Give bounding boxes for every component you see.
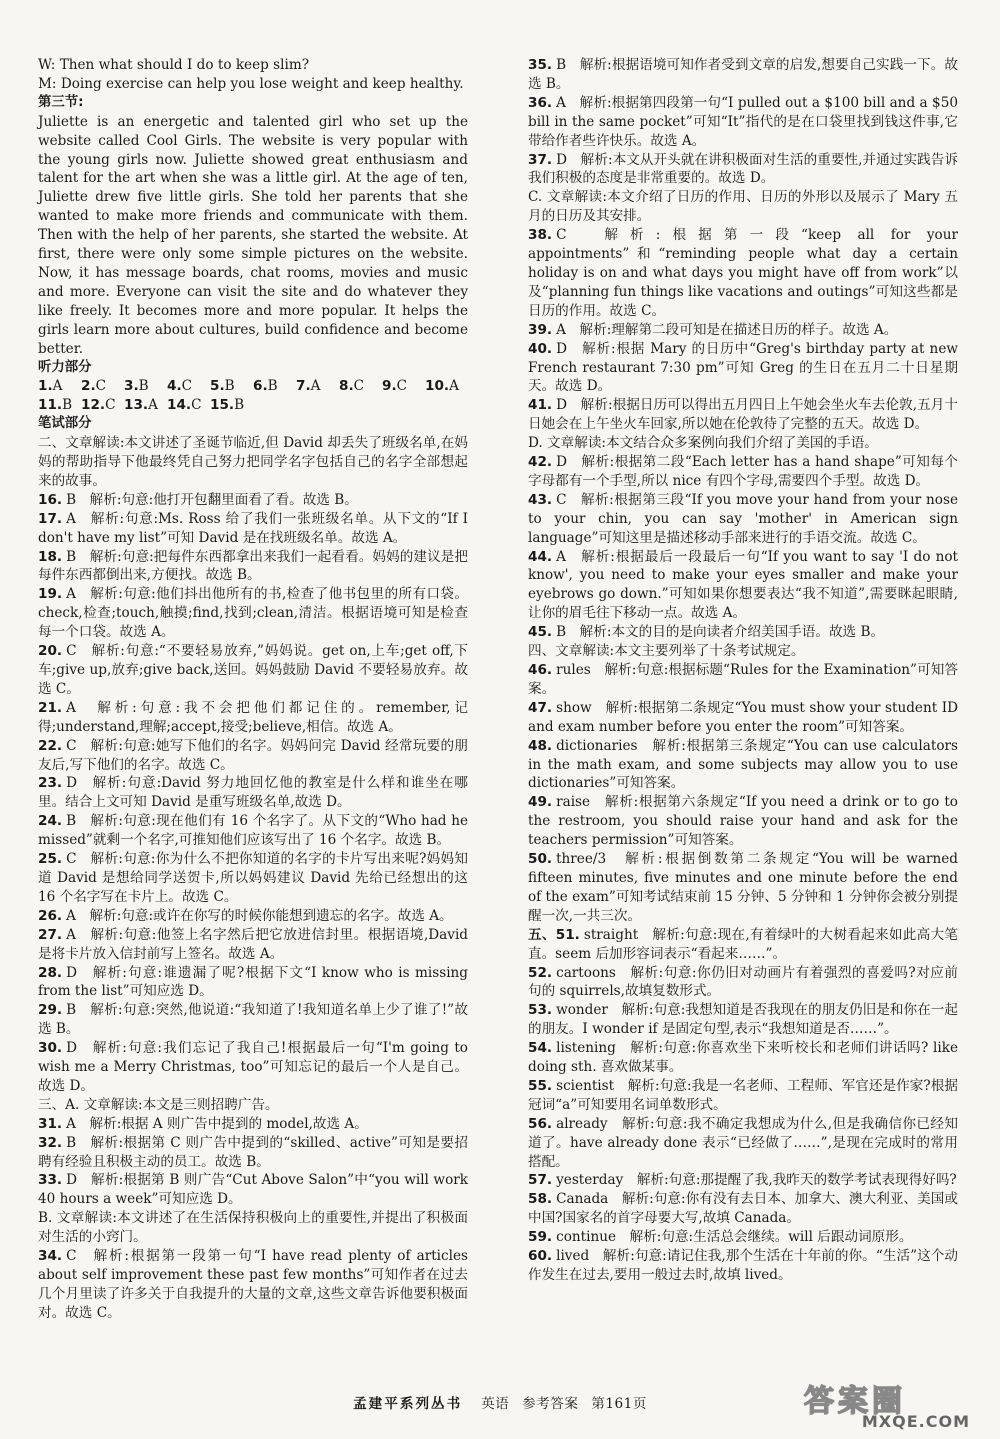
item-text: A 解析:句意:我不会把他们都记住的。remember,记得;understand,理解;accept,接受;believe,相信。故选 A。	[38, 699, 468, 735]
item-text: B 解析:句意:突然,他说道:“我知道了!我知道名单上少了谁了!”故选 B。	[38, 1002, 468, 1038]
answer-item	[528, 396, 958, 434]
item-number: 54.	[528, 1040, 553, 1057]
answer-cell	[210, 377, 253, 396]
item-number: 33.	[38, 1172, 63, 1189]
item-text: B 解析:本文的目的是向读者介绍美国手语。故选 B。	[556, 624, 885, 641]
item-text: A 解析:理解第二段可知是在描述日历的样子。故选 A。	[556, 321, 898, 338]
item-number: 31.	[38, 1115, 63, 1132]
item-number: 50.	[528, 851, 553, 868]
answer-number: 7.	[296, 378, 311, 395]
item-text: C 解析:根据第一段第一句“I have read plenty of articles about self improvement these past few months”可知作者在过去几个月里读了许多关于自我提升的大量的文章,这些文章告诉他要积极面对。故选 C。	[38, 1248, 468, 1321]
answer-choice: B	[62, 397, 73, 414]
item-text: cartoons 解析:句意:你仍旧对动画片有着强烈的喜爱吗?对应前句的 squirrels,故填复数形式。	[528, 964, 958, 1000]
item-text: wonder 解析:句意:我想知道是否我现在的朋友仍旧是和你在一起的朋友。I wonder if 是固定句型,表示“我想知道是否……”。	[528, 1002, 958, 1038]
answer-number: 6.	[253, 378, 268, 395]
item-number: 41.	[528, 397, 553, 414]
answer-item	[38, 774, 468, 812]
item-text: B 解析:句意:把每件东西都拿出来我们一起看看。妈妈的建议是把每件东西都倒出来,方便找。故选 B。	[38, 548, 468, 584]
item-number: 53.	[528, 1002, 553, 1019]
answer-number: 13.	[124, 397, 149, 414]
item-text: C 解析:句意:她写下他们的名字。妈妈问完 David 经常玩要的朋友后,写下他们的名字。故选 C。	[38, 737, 468, 773]
item-text: already 解析:句意:我不确定我想成为什么,但是我确信你已经知道了。have already done 表示“已经做了……”,是现在完成时的常用搭配。	[528, 1115, 958, 1170]
item-text: dictionaries 解析:根据第三条规定“You can use calculators in the math exam, and some subjects may allow you to use dictionaries”可知答案。	[528, 737, 958, 792]
item-number: 28.	[38, 964, 63, 981]
item-text: show 解析:根据第二条规定“You must show your student ID and exam number before you enter the room”可知答案。	[528, 699, 958, 735]
item-number: 32.	[38, 1134, 63, 1151]
answer-item	[38, 964, 468, 1002]
item-text: B 解析:句意:现在他们有 16 个名字了。从下文的“Who had he missed”就剩一个名字,可推知他们应该写出了 16 个名字。故选 B。	[38, 813, 468, 849]
answer-choice: C	[353, 378, 365, 395]
item-number: 30.	[38, 1040, 63, 1057]
item-number: 五、51.	[528, 926, 580, 943]
answer-item	[38, 699, 468, 737]
item-number: 35.	[528, 57, 553, 73]
item-number: 44.	[528, 548, 553, 565]
answer-cell	[253, 377, 296, 396]
answer-cell	[124, 377, 167, 396]
item-text: C 解析:句意:你为什么不把你知道的名字的卡片写出来呢?妈妈知道 David 是想给同学送贺卡,所以妈妈建议 David 先给已经想出的这 16 个名字写在卡片上。故选 C。	[38, 851, 468, 905]
item-number: 37.	[528, 151, 553, 168]
answer-item	[528, 964, 958, 1002]
item-text: D 解析:根据 Mary 的日历中“Greg's birthday party at new French restaurant 7:30 pm”可知 Greg 的生日在五月二十日星期天。故选 D。	[528, 340, 958, 395]
page-number: 第161页	[591, 1396, 647, 1412]
answer-item	[528, 793, 958, 850]
item-text: C 解析:句意:“不要轻易放弃,”妈妈说。get on,上车;get off,下车;give up,放弃;give back,送回。妈妈鼓励 David 不要轻易放弃。故选 C。	[38, 643, 468, 697]
answer-item	[528, 56, 958, 94]
answer-item	[38, 850, 468, 907]
item-text: listening 解析:句意:你喜欢坐下来听校长和老师们讲话吗? like doing sth. 喜欢做某事。	[528, 1040, 958, 1076]
answer-item	[38, 1115, 468, 1134]
item-number: 29.	[38, 1002, 63, 1019]
subject-label: 英语	[481, 1396, 510, 1412]
answer-cell	[38, 396, 81, 415]
answer-item	[38, 1171, 468, 1209]
paragraph: 三、A. 文章解读:本文是三则招聘广告。	[38, 1096, 279, 1113]
answer-page	[38, 56, 962, 1376]
item-text: B 解析:根据语境可知作者受到文章的启发,想要自己实践一下。故选 B。	[528, 57, 958, 92]
answer-item	[528, 1228, 958, 1247]
answer-cell	[339, 377, 382, 396]
left-column	[38, 56, 468, 1323]
item-number: 38.	[528, 227, 553, 244]
answer-item	[528, 1039, 958, 1077]
answer-cell	[38, 377, 81, 396]
answer-cell	[425, 377, 468, 396]
answer-number: 2.	[81, 378, 96, 395]
section-heading: 第三节:	[38, 94, 84, 110]
paragraph: B. 文章解读:本文讲述了在生活保持积极向上的重要性,并提出了积极面对生活的小窍门。	[38, 1210, 468, 1246]
answer-cell	[382, 377, 425, 396]
answer-cell	[296, 377, 339, 396]
paragraph: 二、文章解读:本文讲述了圣诞节临近,但 David 却丢失了班级名单,在妈妈的帮助指导下他最终凭自己努力把同学名字包括自己的名字全部想起来的故事。	[38, 435, 468, 489]
item-number: 24.	[38, 813, 63, 830]
answer-number: 10.	[425, 378, 450, 395]
answer-item	[528, 1171, 958, 1190]
answer-item	[528, 1115, 958, 1172]
answer-item	[528, 737, 958, 794]
watermark-logo	[740, 1372, 970, 1432]
answer-item	[38, 642, 468, 699]
answer-item	[528, 548, 958, 624]
item-text: D 解析:句意:David 努力地回忆他的教室是什么样和谁坐在哪里。结合上文可知 David 是重写班级名单,故选 D。	[38, 775, 468, 811]
item-number: 59.	[528, 1229, 553, 1246]
answer-cell	[210, 396, 253, 415]
answer-choice: C	[95, 378, 107, 395]
item-number: 27.	[38, 926, 63, 943]
item-number: 25.	[38, 851, 63, 868]
answer-item	[528, 94, 958, 151]
answer-item	[528, 1001, 958, 1039]
answer-number: 1.	[38, 378, 53, 395]
item-number: 22.	[38, 737, 63, 754]
item-text: B 解析:句意:他打开包翻里面看了看。故选 B。	[66, 491, 358, 508]
answer-item	[528, 1077, 958, 1115]
answer-item	[38, 737, 468, 775]
item-text: D 解析:句意:谁遗漏了呢?根据下文“I know who is missing from the list”可知应选 D。	[38, 964, 468, 1000]
answer-number: 9.	[382, 378, 397, 395]
item-text: raise 解析:根据第六条规定“If you need a drink or to go to the restroom, you should raise your hand and ask for the teachers permission”可知答案。	[528, 794, 958, 849]
answer-number: 15.	[210, 397, 235, 414]
answer-item	[528, 699, 958, 737]
item-text: A 解析:根据第四段第一句“I pulled out a $100 bill and a $50 bill in the same pocket”可知“It”指代的是在口袋里找到钱这件事,它带给作者些许快乐。故选 A。	[528, 94, 958, 149]
answer-item	[528, 226, 958, 321]
answer-number: 8.	[339, 378, 354, 395]
item-number: 16.	[38, 491, 63, 508]
answer-number: 14.	[167, 397, 192, 414]
answer-item	[528, 151, 958, 189]
item-text: A 解析:句意:他签上名字然后把它放进信封里。根据语境,David 是将卡片放入信封前写上签名。故选 A。	[38, 926, 468, 962]
item-text: A 解析:句意:或许在你写的时候你能想到遗忘的名字。故选 A。	[66, 907, 453, 924]
answer-choice: A	[148, 397, 158, 414]
item-number: 60.	[528, 1248, 553, 1265]
answer-item	[528, 926, 958, 964]
answer-item	[38, 1039, 468, 1096]
paragraph: 四、文章解读:本文主要列举了十条考试规定。	[528, 643, 805, 660]
answer-choice: A	[310, 378, 321, 395]
item-text: rules 解析:句意:根据标题“Rules for the Examination”可知答案。	[528, 662, 958, 697]
answer-item	[38, 907, 468, 926]
item-text: D 解析:根据第二段“Each letter has a hand shape”可知每个字母都有一个手型,所以 nice 有四个字母,需要四个手型。故选 D。	[528, 454, 958, 489]
paragraph: W: Then what should I do to keep slim?	[38, 57, 310, 73]
answer-number: 5.	[210, 378, 225, 395]
item-number: 57.	[528, 1172, 553, 1189]
answer-item	[38, 491, 468, 510]
item-number: 42.	[528, 454, 553, 471]
item-text: continue 解析:句意:生活总会继续。will 后跟动词原形。	[556, 1229, 913, 1246]
item-text: straight 解析:句意:现在,有着绿叶的大树看起来如此高大笔直。seem 后加形容词表示“看起来……”。	[528, 926, 958, 962]
paragraph: M: Doing exercise can help you lose weight and keep healthy.	[38, 75, 464, 92]
item-number: 45.	[528, 624, 553, 641]
item-number: 40.	[528, 340, 553, 357]
item-text: yesterday 解析:句意:那提醒了我,我昨天的数学考试表现得好吗?	[556, 1172, 957, 1189]
item-number: 34.	[38, 1248, 63, 1265]
answer-item	[528, 850, 958, 926]
answer-choice: B	[267, 378, 278, 395]
item-number: 17.	[38, 510, 63, 527]
answer-item	[38, 510, 468, 548]
item-number: 47.	[528, 699, 553, 716]
item-number: 56.	[528, 1115, 553, 1132]
item-text: D 解析:句意:我们忘记了我自己!根据最后一句“I'm going to wish me a Merry Christmas, too”可知忘记的最后一个人是自己。故选 D。	[38, 1040, 468, 1094]
answer-item	[38, 548, 468, 586]
item-text: three/3 解析:根据倒数第二条规定“You will be warned fifteen minutes, five minutes and one minute before the end of the exam”可知考试结束前 15 分钟、5 分钟和 1 分钟你会被分别提醒一次,一共三次。	[528, 851, 958, 924]
item-text: D 解析:本文从开头就在讲积极面对生活的重要性,并通过实践告诉我们积极的态度是非常重要的。故选 D。	[528, 151, 958, 187]
item-number: 58.	[528, 1191, 553, 1208]
right-column	[528, 56, 958, 1285]
answer-item	[528, 623, 958, 642]
item-text: A 解析:根据最后一段最后一句“If you want to say 'I do not know', you need to make your eyes smaller and make your eyebrows go down.”可知如果你想要表达“我不知道”,需要眯起眼睛,让你的眉毛往下移动一点。故选 A。	[528, 548, 958, 622]
item-text: B 解析:根据第 C 则广告中提到的“skilled、active”可知是要招聘有经验且积极主动的员工。故选 B。	[38, 1134, 468, 1170]
item-text: A 解析:句意:他们抖出他所有的书,检查了他书包里的所有口袋。check,检查;touch,触摸;find,找到;clean,清洁。根据语境可知是检查每一个口袋。故选 A。	[38, 586, 468, 641]
section-heading: 听力部分	[38, 359, 92, 375]
item-text: lived 解析:句意:请记住我,那个生活在十年前的你。“生活”这个动作发生在过去,要用一般过去时,故填 lived。	[528, 1248, 958, 1283]
watermark-url: MXQE.COM	[861, 1412, 970, 1432]
answer-cell	[167, 377, 210, 396]
answer-cell	[81, 396, 124, 415]
paragraph: C. 文章解读:本文介绍了日历的作用、日历的外形以及展示了 Mary 五月的日历及其安排。	[528, 189, 958, 225]
answer-item	[528, 321, 958, 340]
item-number: 21.	[38, 699, 63, 716]
answer-choice: A	[449, 378, 459, 395]
item-number: 49.	[528, 794, 553, 811]
answer-item	[38, 926, 468, 964]
item-text: scientist 解析:句意:我是一名老师、工程师、军官还是作家?根据冠词“a”可知要用名词单数形式。	[528, 1077, 958, 1113]
answer-item	[528, 1247, 958, 1285]
item-number: 55.	[528, 1077, 553, 1094]
answer-choice: C	[191, 397, 202, 414]
listening-answers	[38, 377, 468, 415]
item-text: C 解析:根据第三段“If you move your hand from your nose to your chin, you can say 'mother' in American sign language”可知这里是描述移动手部来进行的手语交流。故选 C。	[528, 491, 958, 546]
answer-item	[38, 1247, 468, 1323]
answer-item	[528, 661, 958, 699]
answer-cell	[124, 396, 167, 415]
answer-cell	[167, 396, 210, 415]
answer-number: 3.	[124, 378, 139, 395]
answer-number: 11.	[38, 397, 63, 414]
answer-choice: C	[105, 397, 116, 414]
answer-choice: B	[234, 397, 245, 414]
answer-item	[38, 585, 468, 642]
paragraph: D. 文章解读:本文结合众多案例向我们介绍了美国的手语。	[528, 435, 878, 452]
item-number: 46.	[528, 662, 553, 678]
answer-choice: A	[52, 378, 63, 395]
item-number: 36.	[528, 94, 553, 111]
item-number: 19.	[38, 586, 63, 603]
item-number: 39.	[528, 321, 553, 338]
answer-item	[528, 340, 958, 397]
item-number: 23.	[38, 775, 63, 792]
answer-cell	[81, 377, 124, 396]
answer-choice: C	[396, 378, 408, 395]
watermark-text: 答案圈	[804, 1383, 906, 1419]
item-number: 26.	[38, 907, 63, 924]
answer-item	[528, 491, 958, 548]
section-label: 参考答案	[522, 1396, 579, 1412]
item-text: A 解析:句意:Ms. Ross 给了我们一张班级名单。从下文的“If I don't have my list”可知 David 是在找班级名单。故选 A。	[38, 510, 468, 546]
answer-number: 4.	[167, 378, 182, 395]
section-heading: 笔试部分	[38, 416, 92, 432]
item-text: Canada 解析:句意:你有没有去日本、加拿大、澳大利亚、美国或中国?国家名的首字母要大写,故填 Canada。	[528, 1191, 958, 1227]
item-text: C 解析:根据第一段“keep all for your appointments”和“reminding people what day a certain holiday is on and what days you might have off from work”以及“planning fun things like vacations and outings”可知这些都是日历的作用。故选 C。	[528, 227, 958, 319]
paragraph: Juliette is an energetic and talented girl who set up the website called Cool Girls. The website is very popular with the young girls now. Juliette showed great enthusiasm and talent for the art when she was a little girl. At the age of ten, Juliette drew five little girls. She told her parents that she wanted to make more friends and communicate with them. Then with the help of her parents, she started the website. At first, there were only some simple pictures on the website. Now, it has message boards, chat rooms, movies and music and more. Everyone can visit the site and do whatever they like freely. It becomes more and more popular. It helps the girls learn more about cultures, build confidence and become better.	[38, 113, 468, 357]
item-number: 18.	[38, 548, 63, 565]
answer-choice: B	[138, 378, 149, 395]
item-number: 20.	[38, 643, 63, 660]
answer-number: 12.	[81, 397, 106, 414]
item-text: D 解析:根据日历可以得出五月四日上午她会坐火车去伦敦,五月十日她会在上午坐火车回家,所以她在伦敦待了完整的五天。故选 D。	[528, 397, 958, 433]
book-series: 孟建平系列丛书	[353, 1396, 463, 1412]
answer-choice: B	[224, 378, 235, 395]
answer-item	[528, 1190, 958, 1228]
item-number: 48.	[528, 737, 553, 754]
item-text: D 解析:根据第 B 则广告“Cut Above Salon”中“you will work 40 hours a week”可知应选 D。	[38, 1172, 468, 1208]
answer-item	[528, 453, 958, 491]
item-number: 52.	[528, 964, 553, 981]
item-number: 43.	[528, 491, 553, 508]
answer-choice: C	[181, 378, 193, 395]
item-text: A 解析:根据 A 则广告中提到的 model,故选 A。	[66, 1115, 368, 1132]
answer-item	[38, 812, 468, 850]
answer-item	[38, 1134, 468, 1172]
answer-item	[38, 1001, 468, 1039]
